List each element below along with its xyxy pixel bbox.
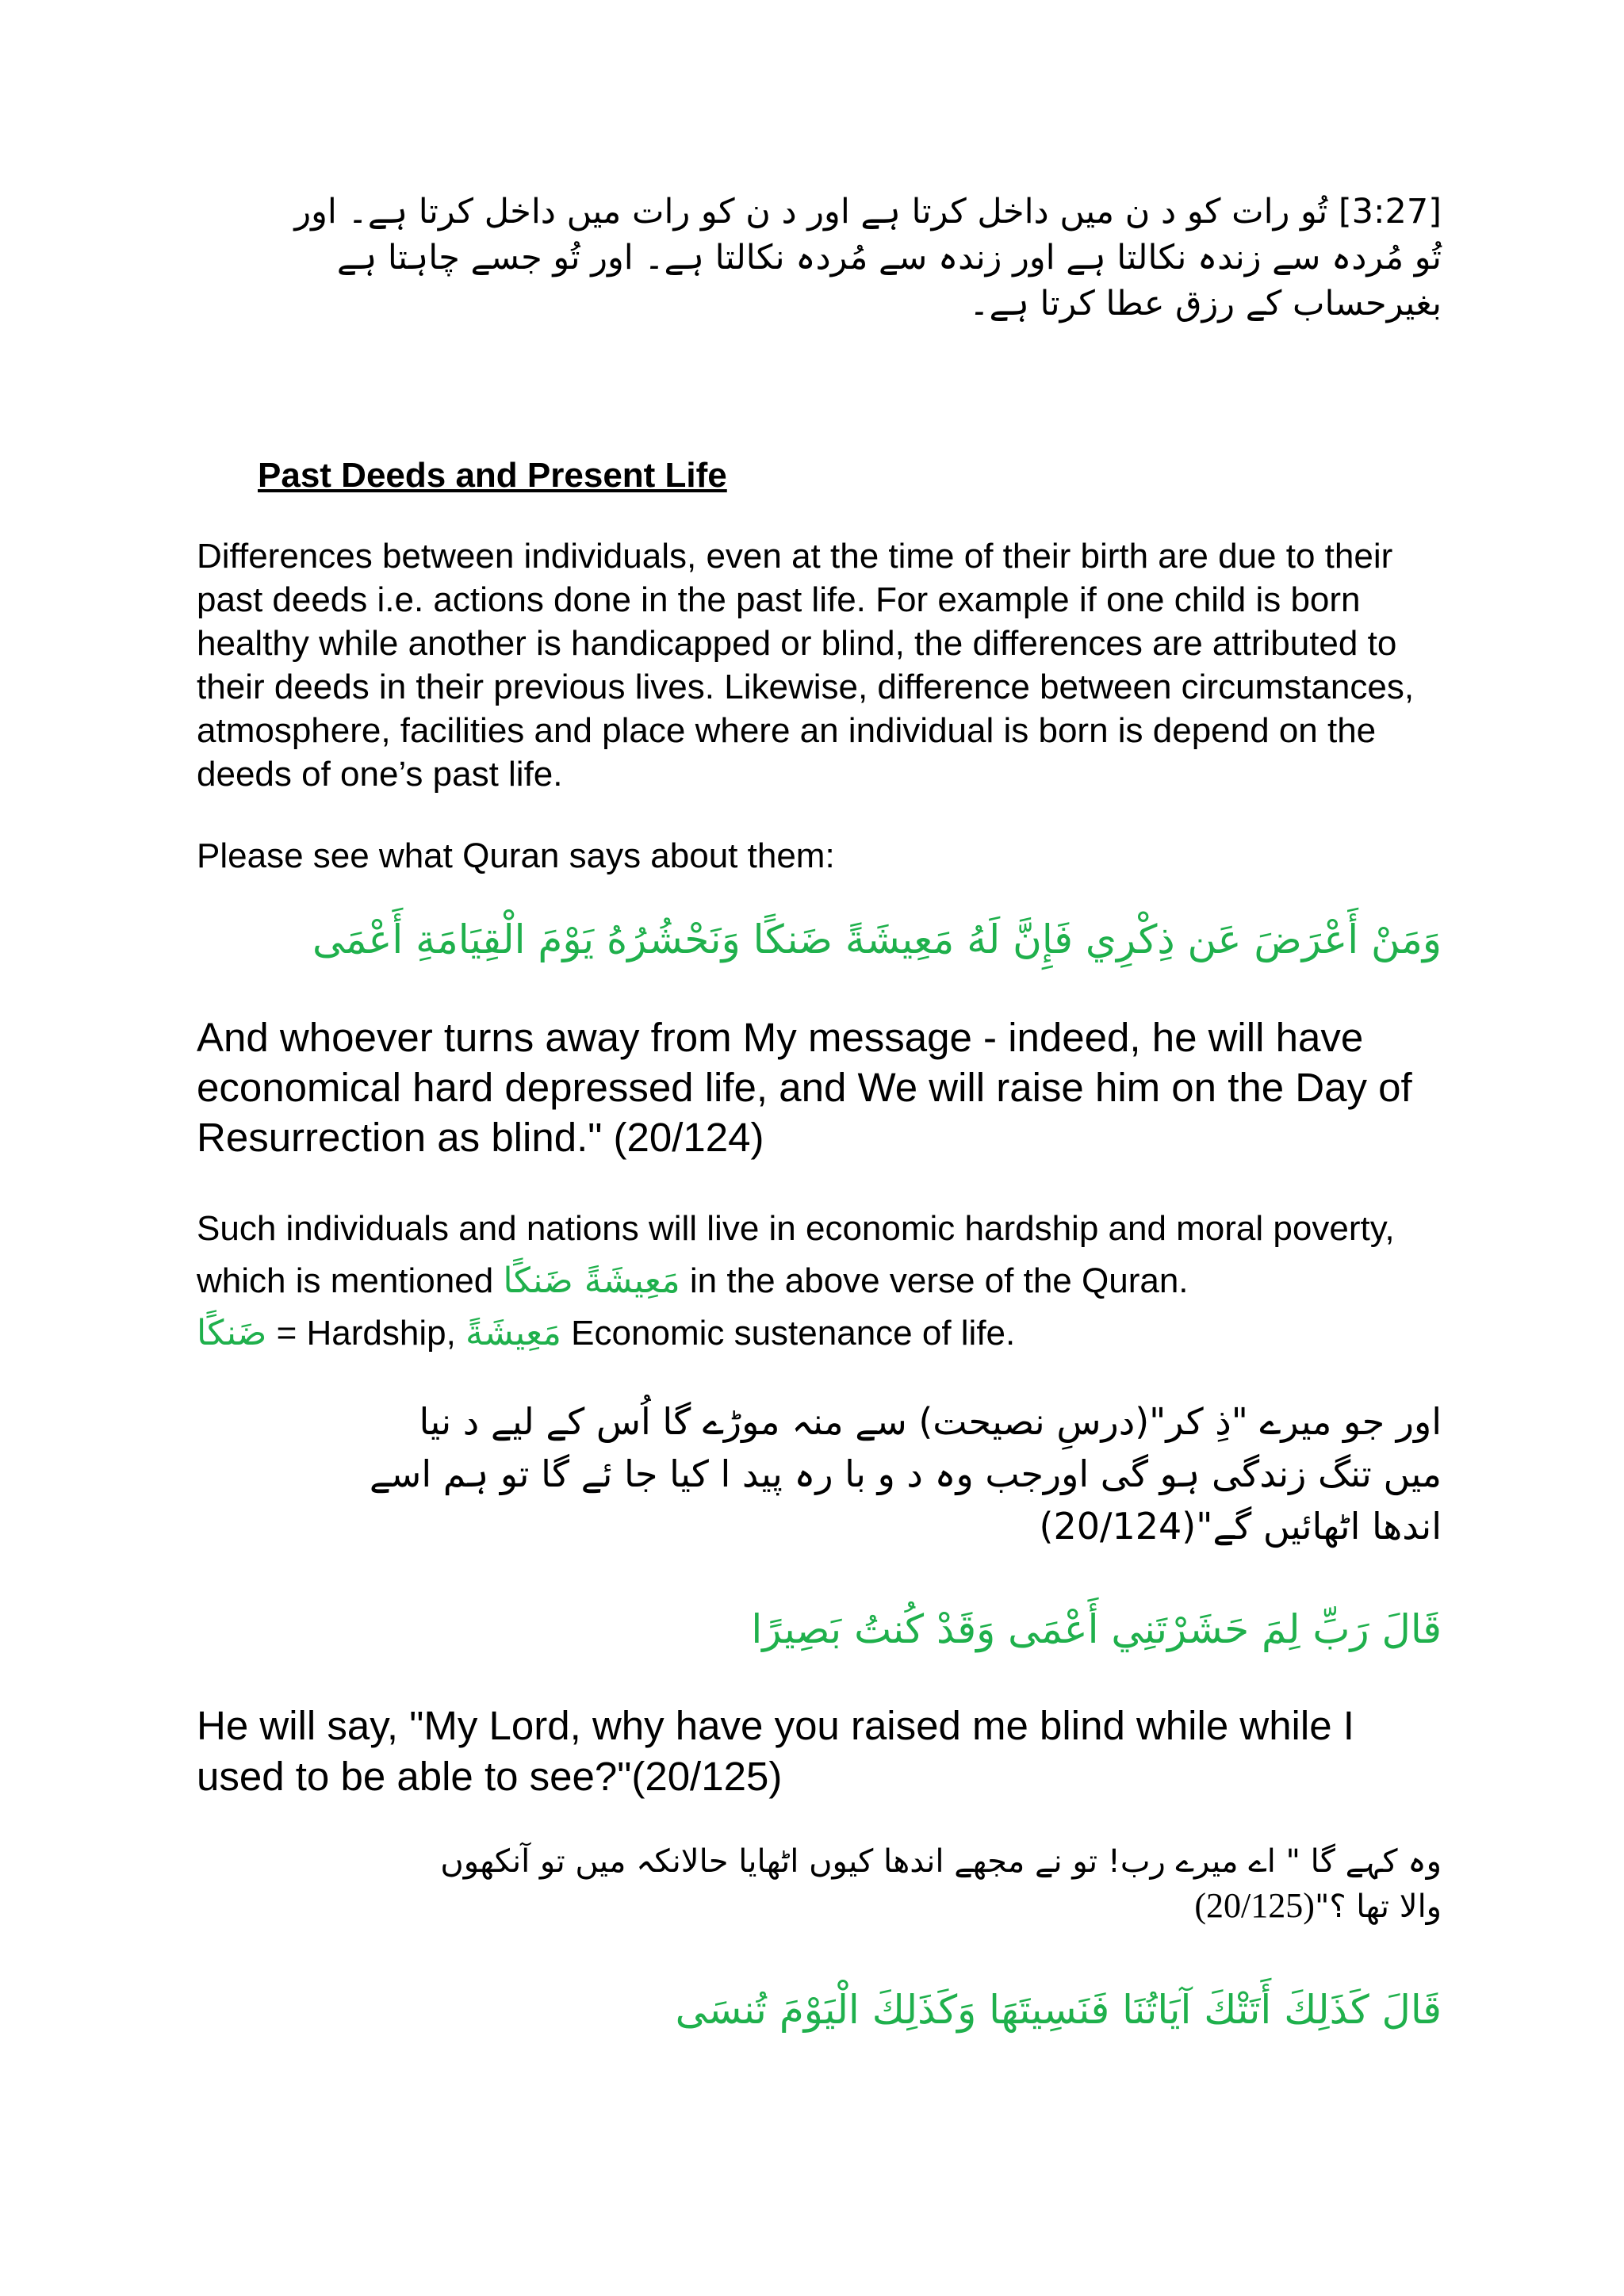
arabic-verse-20-125: قَالَ رَبِّ لِمَ حَشَرْتَنِي أَعْمَى وَقَدْ كُنتُ بَصِيرًا xyxy=(751,1606,1442,1652)
paragraph-differences: Differences between individuals, even at the time of their birth are due to their past deeds i.e. actions done in the past life. For example if one child is born healthy while another is handicapped or blind, the differences are attributed to their deeds in their previous lives. Likewise, difference between circumstances, atmosphere, facilities and place where an individual is born is depend on the deeds of one’s past life. xyxy=(197,537,1415,794)
arabic-verse-20-126: قَالَ كَذَلِكَ أَتَتْكَ آيَاتُنَا فَنَسِيتَهَا وَكَذَلِكَ الْيَوْمَ تُنسَى xyxy=(675,1987,1442,2033)
text-segment: = Hardship, xyxy=(266,1314,466,1353)
urdu-line: اندھا اٹھائیں گے"(20/124) xyxy=(1039,1505,1442,1548)
english-translation-20-124: And whoever turns away from My message - indeed, he will have economical hard depressed life, and We will raise him on the Day of Resurrection as blind." (20/124) xyxy=(197,1015,1412,1160)
urdu-line: میں تنگ زندگی ہو گی اورجب وہ د و با رہ پید ا کیا جا ئے گا تو ہم اسے xyxy=(369,1452,1442,1495)
urdu-translation-20-124 xyxy=(197,1395,1442,1552)
paragraph-quran-intro: Please see what Quran says about them: xyxy=(197,836,835,875)
section-heading: Past Deeds and Present Life xyxy=(258,456,727,495)
urdu-line: اور جو میرے "ذِ کر"(درسِ نصیحت) سے منہ موڑے گا اُس کے لیے د نیا xyxy=(419,1400,1442,1443)
arabic-verse-20-124: وَمَنْ أَعْرَضَ عَن ذِكْرِي فَإِنَّ لَهُ مَعِيشَةً ضَنكًا وَنَحْشُرُهُ يَوْمَ الْقِيَامَةِ أَعْمَى xyxy=(312,916,1442,962)
urdu-translation-20-125 xyxy=(197,1839,1442,1929)
paragraph-hardship-explanation xyxy=(197,1203,1442,1360)
urdu-line: وہ کہے گا " اے میرے رب! تو نے مجھے اندھا کیوں اٹھایا حالانکہ میں تو آنکھوں xyxy=(440,1843,1442,1880)
urdu-line: تُو مُردہ سے زندہ نکالتا ہے اور زندہ سے مُردہ نکالتا ہے۔ اور تُو جسے چاہتا ہے xyxy=(336,238,1442,277)
verse-reference: (20/125) xyxy=(1194,1886,1315,1925)
urdu-line xyxy=(197,1884,1442,1929)
arabic-term-hardship: ضَنكًا xyxy=(197,1313,267,1353)
arabic-term-full: مَعِيشَةً ضَنكًا xyxy=(503,1261,680,1301)
english-translation-20-125: He will say, "My Lord, why have you raised me blind while while I used to be able to see?"(20/125) xyxy=(197,1703,1354,1799)
text-segment: Economic sustenance of life. xyxy=(561,1314,1016,1353)
arabic-term-sustenance: مَعِيشَةً xyxy=(465,1313,561,1353)
text-segment: Such individuals and nations will live in economic hardship and moral poverty, which is mentioned xyxy=(197,1209,1395,1300)
text-segment: in the above verse of the Quran. xyxy=(680,1261,1189,1300)
urdu-line: [3:27] تُو رات کو د ن میں داخل کرتا ہے اور د ن کو رات میں داخل کرتا ہے۔ اور xyxy=(294,192,1442,232)
urdu-translation-3-27 xyxy=(197,189,1442,327)
urdu-text: والا تھا ؟" xyxy=(1314,1888,1442,1925)
urdu-line: بغیرحساب کے رزق عطا کرتا ہے۔ xyxy=(969,284,1442,323)
